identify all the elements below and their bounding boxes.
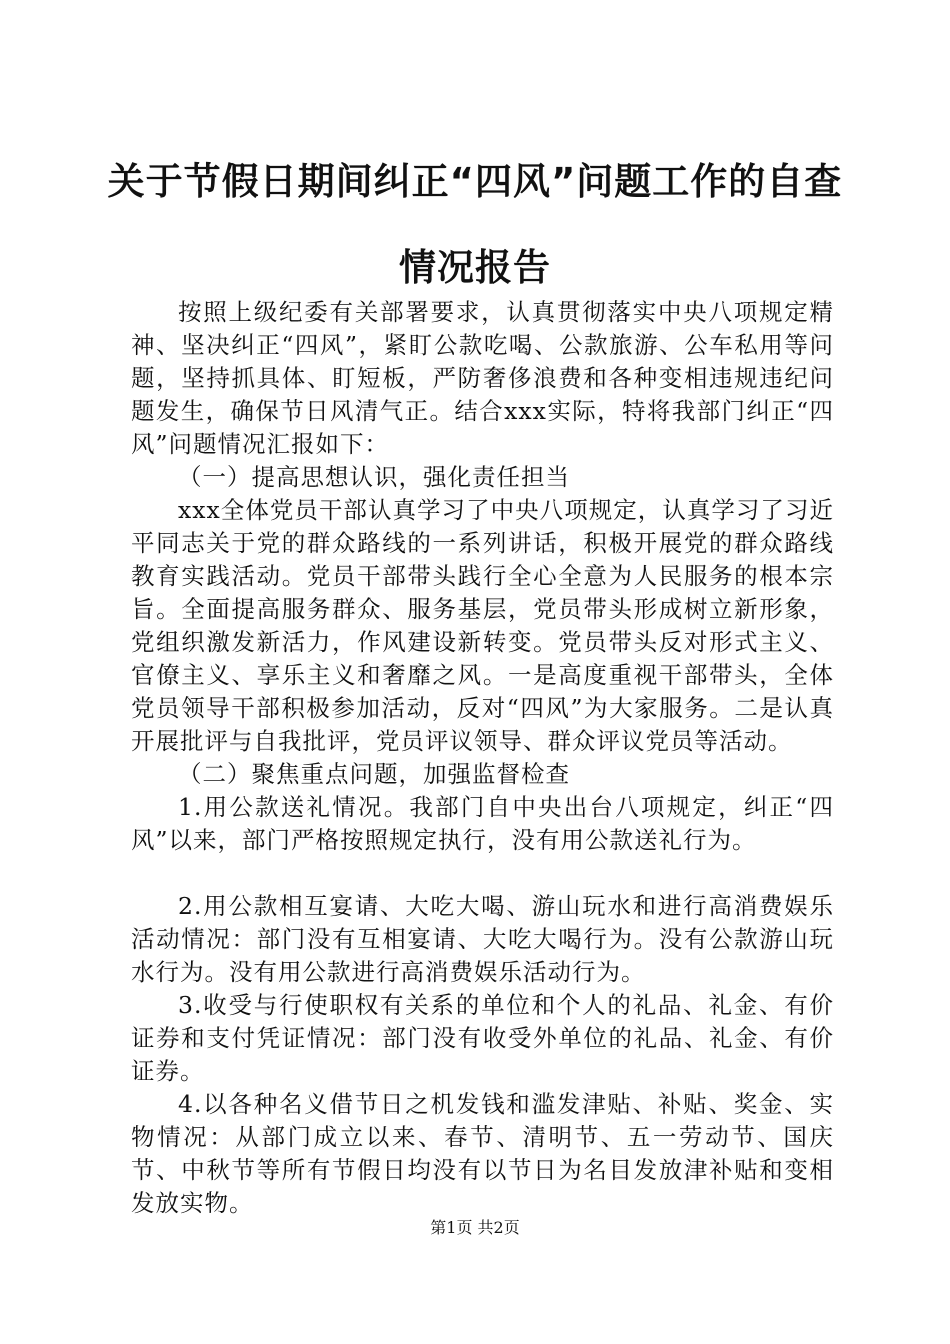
section-2-heading: （二）聚焦重点问题，加强监督检查 — [178, 760, 570, 788]
document-title-line-1: 关于节假日期间纠正“四风”问题工作的自查 — [107, 160, 843, 203]
item-3-paragraph: 3.收受与行使职权有关系的单位和个人的礼品、礼金、有价证券和支付凭证情况：部门没有收受外单位的礼品、礼金、有价证券。 — [131, 991, 834, 1085]
section-1-paragraph: xxx全体党员干部认真学习了中央八项规定，认真学习了习近平同志关于党的群众路线的一系列讲话，积极开展党的群众路线教育实践活动。党员干部带头践行全心全意为人民服务的根本宗旨。全面提高服务群众、服务基层，党员带头形成树立新形象，党组织激发新活力，作风建设新转变。党员带头反对形式主义、官僚主义、享乐主义和奢靡之风。一是高度重视干部带头，全体党员领导干部积极参加活动，反对“四风”为大家服务。二是认真开展批评与自我批评，党员评议领导、群众评议党员等活动。 — [131, 496, 834, 755]
document-title-line-2: 情况报告 — [399, 246, 551, 289]
item-2-paragraph: 2.用公款相互宴请、大吃大喝、游山玩水和进行高消费娱乐活动情况：部门没有互相宴请、大吃大喝行为。没有公款游山玩水行为。没有用公款进行高消费娱乐活动行为。 — [131, 892, 834, 986]
blank-line — [131, 857, 834, 890]
intro-paragraph: 按照上级纪委有关部署要求，认真贯彻落实中央八项规定精神、坚决纠正“四风”，紧盯公款吃喝、公款旅游、公车私用等问题，坚持抓具体、盯短板，严防奢侈浪费和各种变相违规违纪问题发生，确保节日风清气正。结合xxx实际，特将我部门纠正“四风”问题情况汇报如下： — [131, 298, 834, 458]
item-4-paragraph: 4.以各种名义借节日之机发钱和滥发津贴、补贴、奖金、实物情况：从部门成立以来、春节、清明节、五一劳动节、国庆节、中秋节等所有节假日均没有以节日为名目发放津补贴和变相发放实物。 — [131, 1090, 834, 1217]
item-1-paragraph: 1.用公款送礼情况。我部门自中央出台八项规定，纠正“四风”以来，部门严格按照规定执行，没有用公款送礼行为。 — [131, 793, 834, 854]
section-1-heading: （一）提高思想认识，强化责任担当 — [178, 463, 570, 491]
document-body — [131, 296, 834, 1220]
page-footer: 第1页 共2页 — [430, 1218, 520, 1237]
